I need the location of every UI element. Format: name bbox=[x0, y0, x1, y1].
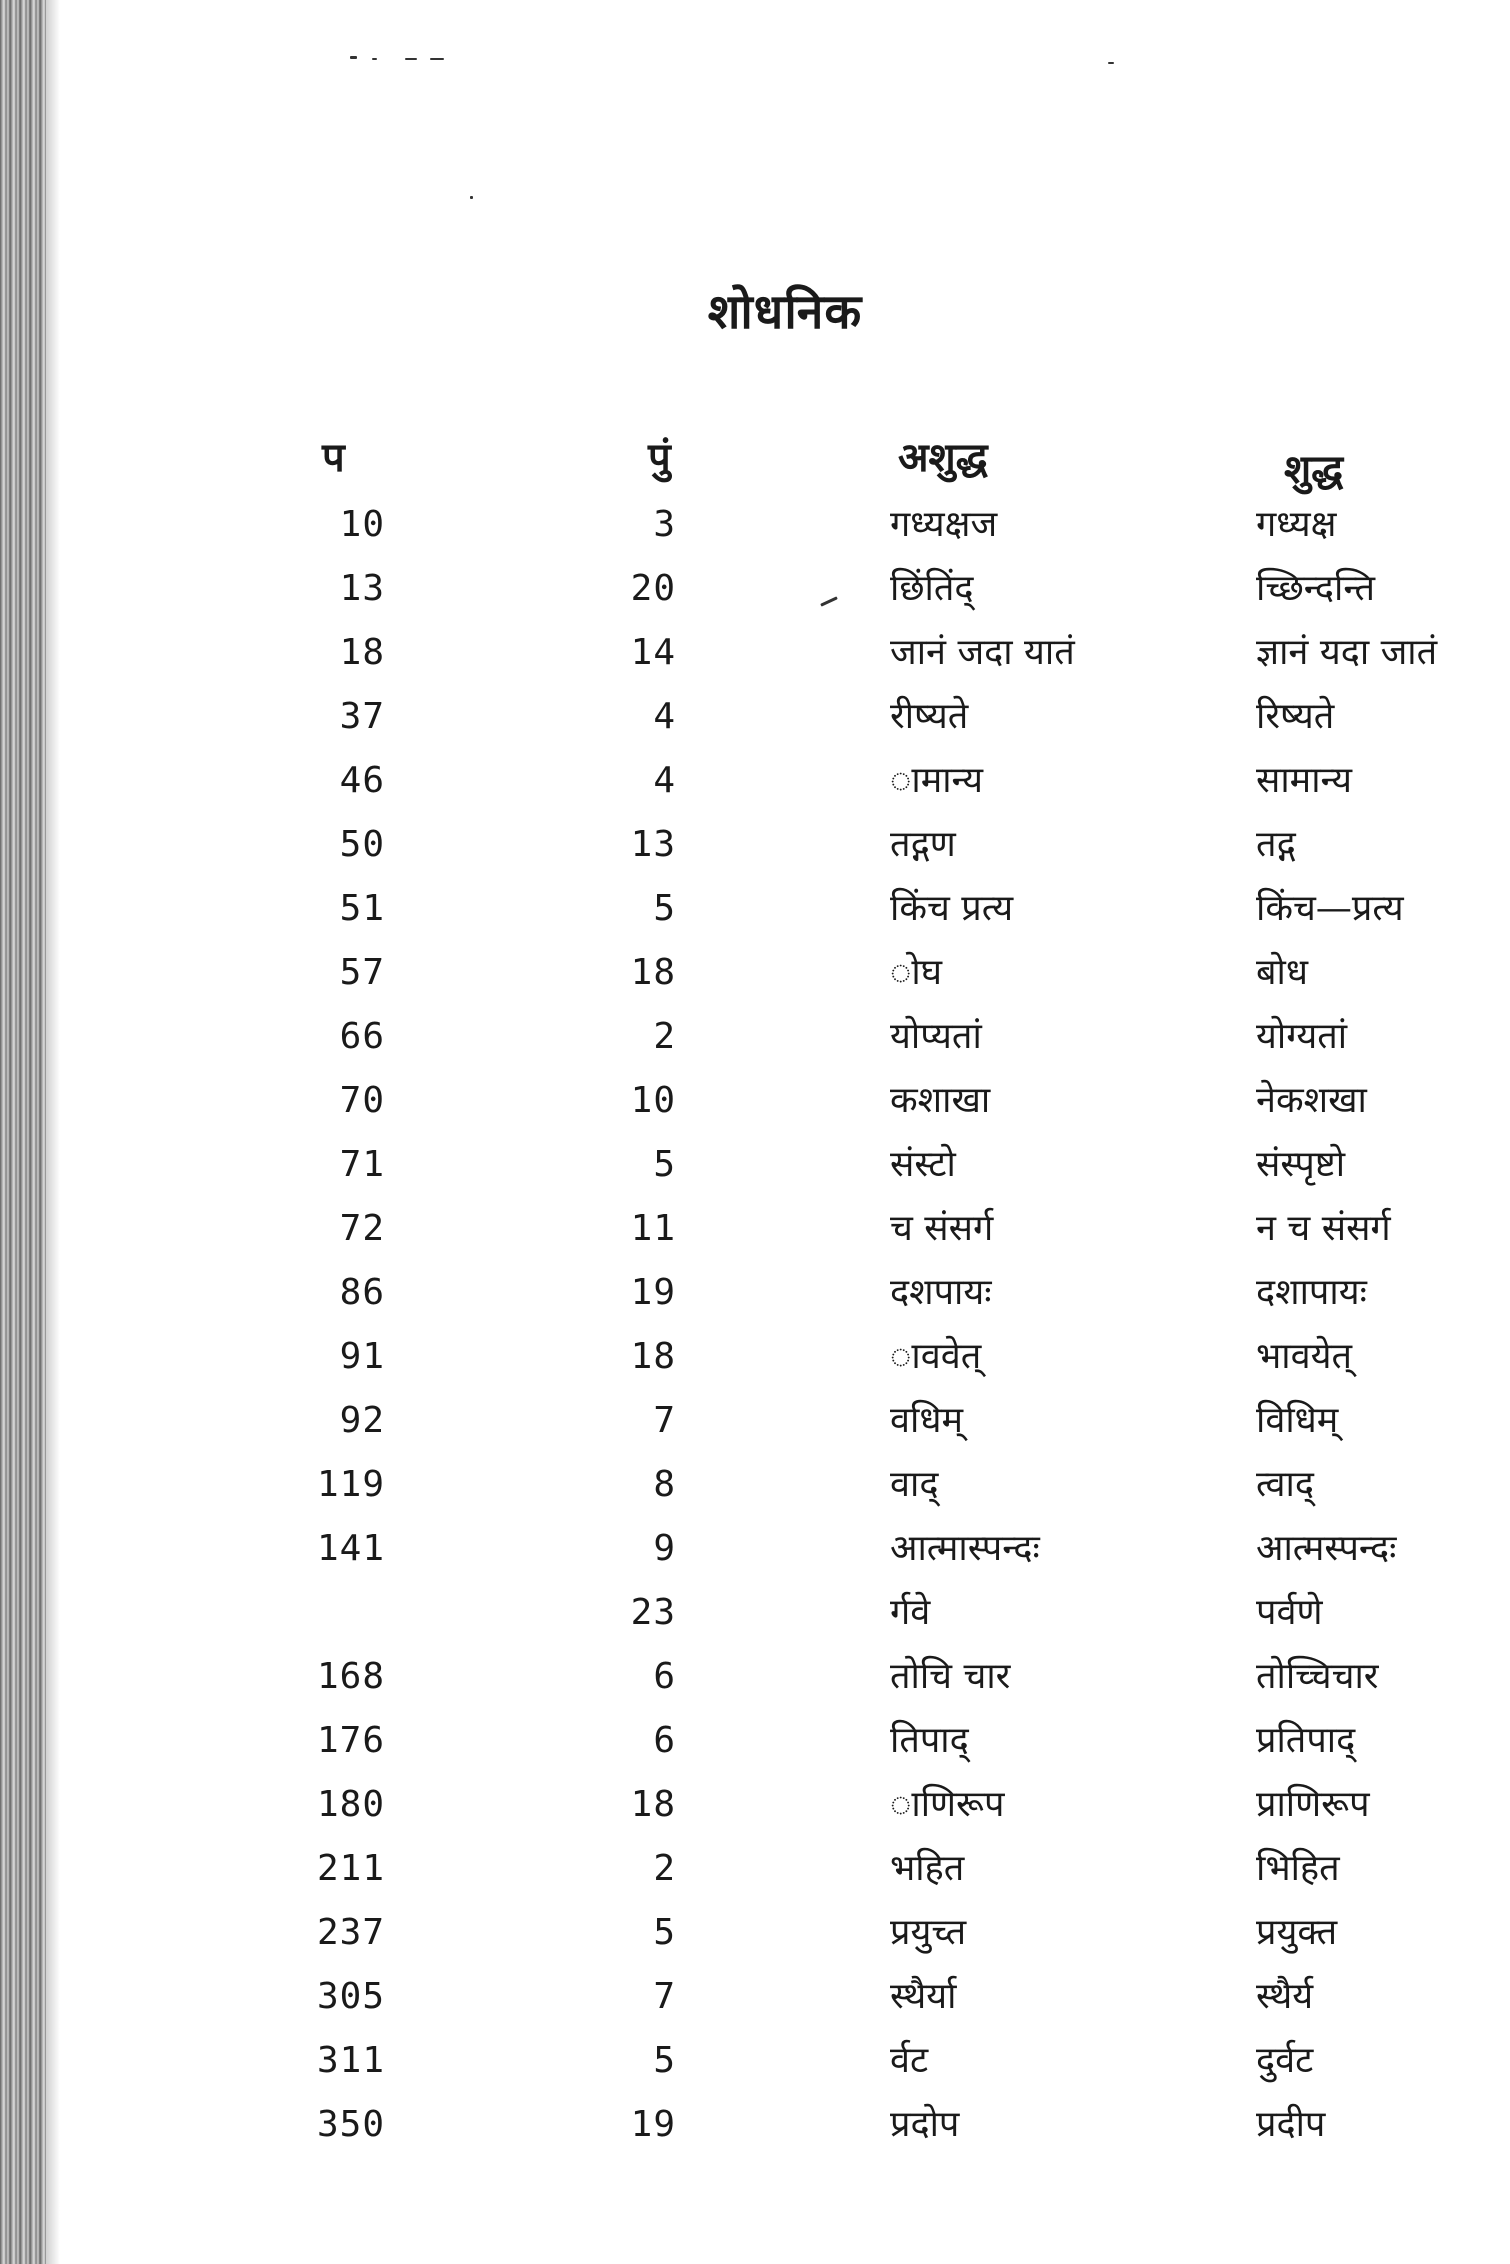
table-row bbox=[0, 1327, 1510, 1387]
line-number: 11 bbox=[630, 1208, 676, 1249]
page-number: 57 bbox=[339, 952, 385, 993]
page-number: 70 bbox=[339, 1080, 385, 1121]
incorrect-text: तोचि चार bbox=[890, 1656, 1011, 1697]
line-number: 4 bbox=[653, 696, 676, 737]
correct-text: दुर्वट bbox=[1256, 2040, 1314, 2081]
line-number: 5 bbox=[653, 1144, 676, 1185]
correct-text: प्रयुक्त bbox=[1256, 1912, 1338, 1953]
table-row bbox=[0, 559, 1510, 619]
line-number: 20 bbox=[630, 568, 676, 609]
table-row bbox=[0, 1391, 1510, 1451]
incorrect-text: दशपायः bbox=[890, 1272, 992, 1313]
table-row bbox=[0, 815, 1510, 875]
page-number: 237 bbox=[316, 1912, 385, 1953]
correct-text: आत्मस्पन्दः bbox=[1256, 1528, 1397, 1569]
column-header-incorrect: अशुद्ध bbox=[898, 434, 988, 481]
print-speck bbox=[350, 56, 357, 59]
line-number: 5 bbox=[653, 888, 676, 929]
line-number: 18 bbox=[630, 1336, 676, 1377]
incorrect-text: रीष्यते bbox=[890, 696, 969, 737]
table-row bbox=[0, 1647, 1510, 1707]
incorrect-text: र्वट bbox=[890, 2040, 929, 2081]
page-number: 46 bbox=[339, 760, 385, 801]
incorrect-text: ाणिरूप bbox=[890, 1784, 1005, 1825]
page-number: 91 bbox=[339, 1336, 385, 1377]
table-row bbox=[0, 2031, 1510, 2091]
page-number: 86 bbox=[339, 1272, 385, 1313]
table-row bbox=[0, 879, 1510, 939]
page-number: 180 bbox=[316, 1784, 385, 1825]
correct-text: प्राणिरूप bbox=[1256, 1784, 1370, 1825]
table-row bbox=[0, 943, 1510, 1003]
incorrect-text: छिंतिंद् bbox=[890, 568, 974, 609]
column-header-line: पुं bbox=[648, 434, 671, 481]
line-number: 9 bbox=[653, 1528, 676, 1569]
column-header-page: प bbox=[322, 434, 345, 481]
correct-text: तोच्चिचार bbox=[1256, 1656, 1379, 1697]
table-row bbox=[0, 1711, 1510, 1771]
table-row bbox=[0, 1903, 1510, 1963]
table-row bbox=[0, 687, 1510, 747]
correct-text: तद्ग bbox=[1256, 824, 1296, 865]
line-number: 14 bbox=[630, 632, 676, 673]
correct-text: नेकशखा bbox=[1256, 1080, 1367, 1121]
incorrect-text: वाद् bbox=[890, 1464, 939, 1505]
page-number: 211 bbox=[316, 1848, 385, 1889]
incorrect-text: तिपाद् bbox=[890, 1720, 969, 1761]
incorrect-text: ामान्य bbox=[890, 760, 984, 801]
page-number: 72 bbox=[339, 1208, 385, 1249]
page-number: 119 bbox=[316, 1464, 385, 1505]
print-speck bbox=[372, 58, 377, 60]
incorrect-text: आत्मास्पन्दः bbox=[890, 1528, 1040, 1569]
correct-text: प्रदीप bbox=[1256, 2104, 1326, 2145]
incorrect-text: स्थैर्या bbox=[890, 1976, 957, 2017]
incorrect-text: ोघ bbox=[890, 952, 942, 993]
correct-text: सामान्य bbox=[1256, 760, 1353, 801]
line-number: 19 bbox=[630, 2104, 676, 2145]
page-number: 18 bbox=[339, 632, 385, 673]
correct-text: दशापायः bbox=[1256, 1272, 1367, 1313]
table-row bbox=[0, 1519, 1510, 1579]
incorrect-text: योप्यतां bbox=[890, 1016, 982, 1057]
line-number: 19 bbox=[630, 1272, 676, 1313]
table-row bbox=[0, 1839, 1510, 1899]
line-number: 4 bbox=[653, 760, 676, 801]
line-number: 3 bbox=[653, 504, 676, 545]
print-speck bbox=[430, 58, 444, 60]
line-number: 18 bbox=[630, 1784, 676, 1825]
correct-text: विधिम् bbox=[1256, 1400, 1339, 1441]
line-number: 8 bbox=[653, 1464, 676, 1505]
table-row bbox=[0, 1263, 1510, 1323]
page-number: 13 bbox=[339, 568, 385, 609]
incorrect-text: गध्यक्षज bbox=[890, 504, 998, 545]
line-number: 5 bbox=[653, 1912, 676, 1953]
line-number: 7 bbox=[653, 1976, 676, 2017]
table-row bbox=[0, 1455, 1510, 1515]
page-number: 176 bbox=[316, 1720, 385, 1761]
page-number: 71 bbox=[339, 1144, 385, 1185]
incorrect-text: तद्गण bbox=[890, 824, 956, 865]
column-header-correct: शुद्ध bbox=[1284, 446, 1344, 493]
incorrect-text: जानं जदा यातं bbox=[890, 632, 1075, 673]
correct-text: प्रतिपाद् bbox=[1256, 1720, 1356, 1761]
correct-text: बोध bbox=[1256, 952, 1309, 993]
page-number: 350 bbox=[316, 2104, 385, 2145]
line-number: 6 bbox=[653, 1656, 676, 1697]
page-number: 305 bbox=[316, 1976, 385, 2017]
incorrect-text: प्रयुच्त bbox=[890, 1912, 967, 1953]
incorrect-text: ाववेत् bbox=[890, 1336, 982, 1377]
page-number: 50 bbox=[339, 824, 385, 865]
correct-text: रिष्यते bbox=[1256, 696, 1335, 737]
table-row bbox=[0, 1199, 1510, 1259]
line-number: 23 bbox=[630, 1592, 676, 1633]
table-row bbox=[0, 1775, 1510, 1835]
page-number: 66 bbox=[339, 1016, 385, 1057]
line-number: 6 bbox=[653, 1720, 676, 1761]
incorrect-text: किंच प्रत्य bbox=[890, 888, 1014, 929]
line-number: 5 bbox=[653, 2040, 676, 2081]
line-number: 2 bbox=[653, 1016, 676, 1057]
correct-text: त्वाद् bbox=[1256, 1464, 1314, 1505]
page-number: 37 bbox=[339, 696, 385, 737]
correct-text: स्थैर्य bbox=[1256, 1976, 1314, 2017]
table-row bbox=[0, 623, 1510, 683]
page-title: शोधनिक bbox=[707, 284, 863, 340]
correct-text: योग्यतां bbox=[1256, 1016, 1348, 1057]
correct-text: भिहित bbox=[1256, 1848, 1340, 1889]
line-number: 2 bbox=[653, 1848, 676, 1889]
page-number: 51 bbox=[339, 888, 385, 929]
incorrect-text: च संसर्ग bbox=[890, 1208, 994, 1249]
correct-text: गध्यक्ष bbox=[1256, 504, 1337, 545]
correct-text: किंच—प्रत्य bbox=[1256, 888, 1404, 929]
incorrect-text: भहित bbox=[890, 1848, 965, 1889]
table-row bbox=[0, 1007, 1510, 1067]
correct-text: भावयेत् bbox=[1256, 1336, 1353, 1377]
correct-text: न च संसर्ग bbox=[1256, 1208, 1391, 1249]
page-number: 141 bbox=[316, 1528, 385, 1569]
print-speck bbox=[1108, 62, 1114, 64]
line-number: 13 bbox=[630, 824, 676, 865]
table-row bbox=[0, 495, 1510, 555]
incorrect-text: कशाखा bbox=[890, 1080, 991, 1121]
line-number: 18 bbox=[630, 952, 676, 993]
page-number: 92 bbox=[339, 1400, 385, 1441]
incorrect-text: प्रदोप bbox=[890, 2104, 960, 2145]
page-number: 168 bbox=[316, 1656, 385, 1697]
correct-text: च्छिन्दन्ति bbox=[1256, 568, 1375, 609]
print-speck bbox=[470, 196, 473, 199]
incorrect-text: र्गवे bbox=[890, 1592, 931, 1633]
incorrect-text: संस्टो bbox=[890, 1144, 956, 1185]
table-row bbox=[0, 2095, 1510, 2155]
table-row bbox=[0, 751, 1510, 811]
page-number: 311 bbox=[316, 2040, 385, 2081]
line-number: 10 bbox=[630, 1080, 676, 1121]
table-row bbox=[0, 1583, 1510, 1643]
table-row bbox=[0, 1135, 1510, 1195]
incorrect-text: वधिम् bbox=[890, 1400, 964, 1441]
correct-text: पर्वणे bbox=[1256, 1592, 1323, 1633]
table-row bbox=[0, 1967, 1510, 2027]
print-speck bbox=[405, 58, 417, 60]
line-number: 7 bbox=[653, 1400, 676, 1441]
correct-text: ज्ञानं यदा जातं bbox=[1256, 632, 1438, 673]
page-number: 10 bbox=[339, 504, 385, 545]
correct-text: संस्पृष्टो bbox=[1256, 1144, 1346, 1185]
table-row bbox=[0, 1071, 1510, 1131]
